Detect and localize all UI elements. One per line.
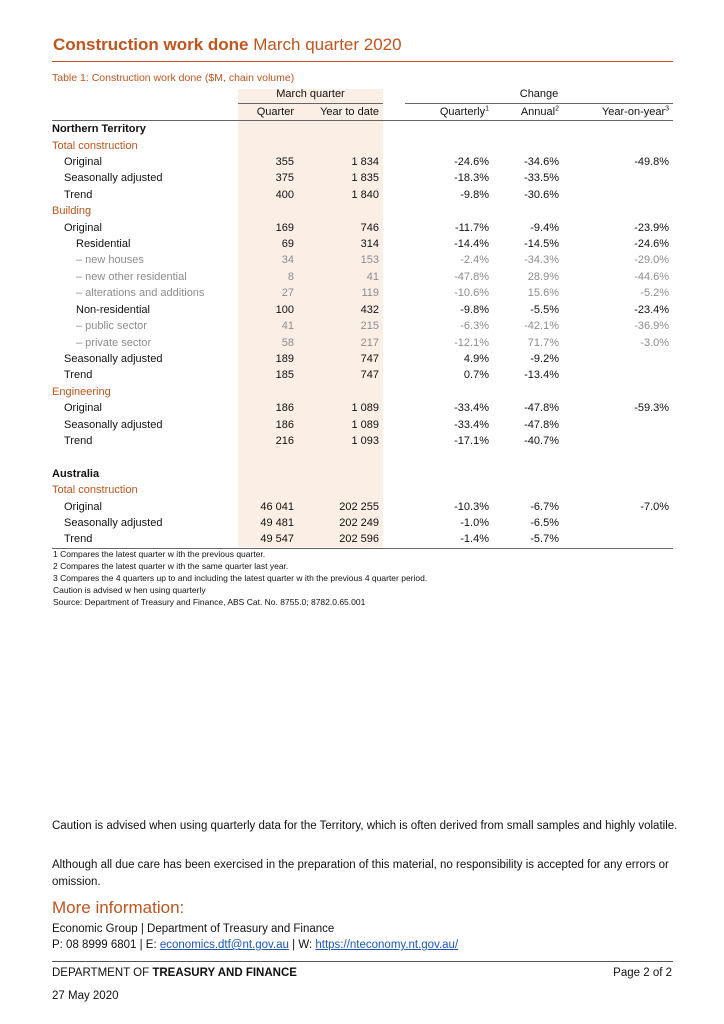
cell-spacer <box>383 466 405 482</box>
table-row <box>52 318 673 334</box>
table-container <box>52 70 673 549</box>
cell-year-on-year-change: -44.6% <box>634 270 670 283</box>
table-row <box>52 269 673 285</box>
row-label: Residential <box>76 238 131 251</box>
row-label: Trend <box>64 369 93 382</box>
row-label: Trend <box>64 188 93 201</box>
note-1: 1 Compares the latest quarter w ith the previous quarter. <box>53 549 266 559</box>
table-row <box>52 335 673 351</box>
table-row <box>52 170 673 186</box>
cell-quarterly-change <box>405 138 493 154</box>
cell-quarter: 400 <box>275 188 294 201</box>
cell-quarterly-change <box>405 482 493 498</box>
note-source: Source: Department of Treasury and Finance, ABS Cat. No. 8755.0; 8782.0.65.001 <box>53 597 366 607</box>
row-label: Original <box>64 156 102 169</box>
cell-quarter: 355 <box>275 156 294 169</box>
cell-year-on-year-change <box>563 417 673 433</box>
cell-year-on-year-change <box>563 170 673 186</box>
row-label: – alterations and additions <box>76 287 205 300</box>
cell-spacer <box>383 187 405 203</box>
cell-year-on-year-change <box>563 203 673 219</box>
row-label: Seasonally adjusted <box>64 352 163 365</box>
cell-year-to-date: 202 596 <box>298 531 383 548</box>
cell-year-on-year-change: -7.0% <box>640 500 670 513</box>
cell-spacer <box>383 335 405 351</box>
cell-year-on-year-change <box>563 466 673 482</box>
footer-department: DEPARTMENT OF TREASURY AND FINANCE <box>52 967 297 979</box>
cell-annual-change: -5.7% <box>493 531 563 548</box>
cell-year-to-date <box>298 384 383 400</box>
table-row <box>52 138 673 154</box>
table-row <box>52 121 673 138</box>
cell-year-to-date: 215 <box>360 320 379 333</box>
cell-quarterly-change <box>405 203 493 219</box>
cell-quarter: 34 <box>281 254 294 267</box>
cell-quarter <box>238 121 298 138</box>
cell-quarter <box>238 138 298 154</box>
row-label: Total construction <box>52 139 138 152</box>
cell-quarterly-change: -10.6% <box>454 287 489 300</box>
cell-spacer <box>383 236 405 252</box>
cell-quarter: 41 <box>281 320 294 333</box>
cell-quarter: 186 <box>275 402 294 415</box>
cell-quarterly-change <box>405 384 493 400</box>
cell-year-on-year-change <box>563 367 673 383</box>
table-row <box>52 531 673 548</box>
table-row <box>52 417 673 433</box>
group-header-change: Change <box>405 86 673 103</box>
cell-quarterly-change: -1.0% <box>460 516 489 529</box>
cell-quarter: 169 <box>275 221 294 234</box>
cell-year-on-year-change: -36.9% <box>634 320 670 333</box>
cell-spacer <box>383 170 405 186</box>
cell-year-to-date: 202 249 <box>339 516 379 529</box>
cell-year-to-date: 1 840 <box>351 188 379 201</box>
cell-year-to-date: 217 <box>360 336 379 349</box>
cell-quarter <box>238 203 298 219</box>
cell-year-to-date: 1 089 <box>351 402 379 415</box>
table-row <box>52 220 673 236</box>
cell-annual-change: -14.5% <box>524 238 559 251</box>
row-label: – public sector <box>76 320 147 333</box>
cell-year-to-date <box>298 121 383 138</box>
cell-quarterly-change <box>405 466 493 482</box>
cell-annual-change <box>493 384 563 400</box>
table-row <box>52 499 673 515</box>
table-row <box>52 203 673 219</box>
table-row <box>52 482 673 498</box>
cell-quarterly-change <box>405 449 493 465</box>
row-label: – new houses <box>76 254 144 267</box>
row-label: Total construction <box>52 484 138 497</box>
cell-annual-change: -6.7% <box>530 500 559 513</box>
cell-spacer <box>383 318 405 334</box>
cell-spacer <box>383 482 405 498</box>
cell-year-on-year-change: -24.6% <box>634 238 670 251</box>
cell-spacer <box>383 499 405 515</box>
cell-quarter: 8 <box>287 270 294 283</box>
cell-year-to-date: 153 <box>360 254 379 267</box>
title-bold: Construction work done <box>53 35 249 54</box>
cell-year-on-year-change: -49.8% <box>634 156 670 169</box>
cell-annual-change <box>493 138 563 154</box>
cell-year-to-date: 746 <box>360 221 379 234</box>
cell-quarter <box>238 384 298 400</box>
cell-quarter: 49 547 <box>238 531 298 548</box>
cell-year-to-date: 41 <box>366 270 379 283</box>
cell-quarterly-change: -6.3% <box>460 320 489 333</box>
cell-quarterly-change: -12.1% <box>454 336 489 349</box>
cell-annual-change: -47.8% <box>524 418 559 431</box>
cell-spacer <box>383 252 405 268</box>
cell-year-on-year-change: -5.2% <box>640 287 670 300</box>
footer-page-number: Page 2 of 2 <box>613 967 672 979</box>
cell-quarter: 46 041 <box>260 500 294 513</box>
cell-quarter <box>238 466 298 482</box>
cell-spacer <box>383 449 405 465</box>
cell-quarterly-change: -10.3% <box>454 500 489 513</box>
cell-spacer <box>383 367 405 383</box>
cell-annual-change: -30.6% <box>524 188 559 201</box>
contact-line: P: 08 8999 6801 | E: economics.dtf@nt.gov.au | W: https://nteconomy.nt.gov.au/ <box>52 939 459 951</box>
cell-annual-change: -5.5% <box>530 303 559 316</box>
cell-quarter <box>238 482 298 498</box>
cell-annual-change: -9.2% <box>530 352 559 365</box>
cell-quarterly-change: -9.8% <box>460 303 489 316</box>
col-header-year-on-year: Year-on-year$^3$ <box>563 103 673 120</box>
table-row <box>52 351 673 367</box>
cell-annual-change: 28.9% <box>527 270 559 283</box>
cell-year-on-year-change <box>563 187 673 203</box>
table-row <box>52 154 673 170</box>
cell-year-to-date: 119 <box>361 287 379 300</box>
cell-year-to-date: 202 255 <box>339 500 379 513</box>
col-header-annual: Annual$^2$ <box>493 103 563 120</box>
cell-annual-change: 71.7% <box>527 336 559 349</box>
table-row <box>52 515 673 531</box>
row-label <box>52 449 238 465</box>
row-label: Australia <box>52 467 100 480</box>
cell-annual-change <box>493 466 563 482</box>
table-row <box>52 449 673 465</box>
cell-quarterly-change: -17.1% <box>454 434 489 447</box>
row-label: Original <box>64 221 102 234</box>
table-row <box>52 367 673 383</box>
cell-spacer <box>383 302 405 318</box>
cell-quarterly-change: -1.4% <box>405 531 493 548</box>
table-row <box>52 252 673 268</box>
cell-year-on-year-change <box>563 351 673 367</box>
more-info-heading: More information: <box>52 898 185 917</box>
cell-year-on-year-change <box>563 384 673 400</box>
cell-spacer <box>383 531 405 548</box>
table-row <box>52 400 673 416</box>
cell-year-to-date <box>298 138 383 154</box>
cell-spacer <box>383 203 405 219</box>
cell-quarterly-change: -11.7% <box>454 221 489 234</box>
table-row <box>52 384 673 400</box>
cell-year-to-date: 1 093 <box>351 434 379 447</box>
cell-annual-change: -40.7% <box>524 434 559 447</box>
cell-year-to-date: 747 <box>360 352 379 365</box>
contact-org: Economic Group | Department of Treasury and Finance <box>52 923 335 935</box>
cell-year-on-year-change <box>563 531 673 548</box>
cell-quarter: 27 <box>281 287 294 300</box>
cell-spacer <box>383 269 405 285</box>
note-caution: Caution is advised w hen using quarterly <box>53 585 206 595</box>
cell-year-to-date: 747 <box>360 369 379 382</box>
cell-year-to-date: 1 089 <box>351 418 379 431</box>
cell-spacer <box>383 433 405 449</box>
cell-annual-change: -34.3% <box>524 254 559 267</box>
cell-annual-change: -33.5% <box>524 172 559 185</box>
title-rule <box>52 61 673 62</box>
cell-year-on-year-change <box>563 121 673 138</box>
table-row <box>52 302 673 318</box>
cell-quarter: 49 481 <box>260 516 294 529</box>
row-label: Building <box>52 205 92 218</box>
row-label: Trend <box>64 434 93 447</box>
table-caption: Table 1: Construction work done ($M, chain volume) <box>52 72 295 84</box>
table-notes <box>53 548 427 608</box>
row-label: Original <box>64 500 102 513</box>
cell-quarter: 100 <box>275 303 294 316</box>
cell-quarter: 216 <box>275 434 294 447</box>
cell-year-on-year-change: -3.0% <box>640 336 670 349</box>
cell-annual-change: -13.4% <box>524 369 559 382</box>
table-row <box>52 433 673 449</box>
cell-quarter: 186 <box>275 418 294 431</box>
cell-year-on-year-change: -29.0% <box>634 254 670 267</box>
website-link[interactable]: https://nteconomy.nt.gov.au/ <box>315 939 459 951</box>
cell-year-to-date: 1 834 <box>351 156 379 169</box>
cell-quarterly-change: -24.6% <box>454 156 489 169</box>
cell-year-on-year-change <box>563 433 673 449</box>
cell-quarterly-change: 4.9% <box>463 352 489 365</box>
cell-year-to-date <box>298 203 383 219</box>
footer-rule <box>52 961 673 962</box>
table-row <box>52 285 673 301</box>
cell-spacer <box>383 384 405 400</box>
cell-spacer <box>383 351 405 367</box>
cell-quarterly-change <box>405 121 493 138</box>
row-label: – new other residential <box>76 270 187 283</box>
cell-quarter: 58 <box>281 336 294 349</box>
cell-annual-change <box>493 203 563 219</box>
cell-quarterly-change: -47.8% <box>454 270 489 283</box>
cell-quarterly-change: 0.7% <box>463 369 489 382</box>
disclaimer-paragraph: Although all due care has been exercised in the preparation of this material, no responsibility is accepted for any errors or omission. <box>52 859 669 888</box>
cell-quarter: 69 <box>281 238 294 251</box>
contact-block <box>52 921 458 953</box>
cell-spacer <box>383 121 405 138</box>
cell-year-to-date <box>298 449 383 465</box>
page-title <box>53 35 402 55</box>
cell-quarterly-change: -14.4% <box>454 238 489 251</box>
caution-paragraph: Caution is advised when using quarterly data for the Territory, which is often derived from small samples and highly volatile. <box>52 820 678 832</box>
table-row <box>52 466 673 482</box>
cell-quarter: 375 <box>275 172 294 185</box>
row-label: Seasonally adjusted <box>64 172 163 185</box>
row-label: Seasonally adjusted <box>64 418 163 431</box>
group-header-march-quarter: March quarter <box>238 86 383 103</box>
cell-quarter: 189 <box>275 352 294 365</box>
cell-annual-change: -47.8% <box>524 402 559 415</box>
col-header-quarterly: Quarterly$^1$ <box>405 103 493 120</box>
cell-quarter: 185 <box>275 369 294 382</box>
cell-spacer <box>383 138 405 154</box>
row-label: Seasonally adjusted <box>64 516 163 529</box>
cell-annual-change <box>493 449 563 465</box>
col-header-quarter: Quarter <box>238 103 298 120</box>
cell-year-to-date: 432 <box>360 303 379 316</box>
row-label: Engineering <box>52 385 111 398</box>
cell-year-on-year-change: -23.4% <box>634 303 670 316</box>
email-link[interactable]: economics.dtf@nt.gov.au <box>159 939 289 951</box>
footer-date: 27 May 2020 <box>52 990 119 1002</box>
cell-annual-change: 15.6% <box>527 287 559 300</box>
note-3: 3 Compares the 4 quarters up to and including the latest quarter w ith the previous 4 quarter period. <box>53 573 428 583</box>
cell-year-on-year-change <box>563 138 673 154</box>
row-label: – private sector <box>76 336 152 349</box>
cell-quarterly-change: -9.8% <box>460 188 489 201</box>
cell-year-to-date: 1 835 <box>351 172 379 185</box>
cell-annual-change <box>493 121 563 138</box>
cell-spacer <box>383 220 405 236</box>
cell-year-to-date <box>298 466 383 482</box>
cell-spacer <box>383 515 405 531</box>
cell-year-on-year-change <box>563 449 673 465</box>
cell-annual-change: -6.5% <box>530 516 559 529</box>
table-row <box>52 236 673 252</box>
col-header-year-to-date: Year to date <box>298 103 383 120</box>
row-label: Non-residential <box>76 303 150 316</box>
row-label: Original <box>64 402 102 415</box>
cell-year-on-year-change <box>563 515 673 531</box>
cell-quarter <box>238 449 298 465</box>
cell-year-to-date <box>298 482 383 498</box>
cell-annual-change <box>493 482 563 498</box>
cell-annual-change: -42.1% <box>524 320 559 333</box>
cell-quarterly-change: -33.4% <box>454 418 489 431</box>
cell-year-to-date: 314 <box>360 238 379 251</box>
cell-annual-change: -34.6% <box>524 156 559 169</box>
cell-quarterly-change: -18.3% <box>454 172 489 185</box>
cell-year-on-year-change: -59.3% <box>634 402 670 415</box>
cell-spacer <box>383 417 405 433</box>
construction-table <box>52 70 673 549</box>
cell-year-on-year-change <box>563 482 673 498</box>
cell-annual-change: -9.4% <box>530 221 559 234</box>
title-rest: March quarter 2020 <box>253 35 402 54</box>
table-row <box>52 187 673 203</box>
row-label: Northern Territory <box>52 123 146 136</box>
note-2: 2 Compares the latest quarter w ith the same quarter last year. <box>53 561 289 571</box>
cell-year-on-year-change: -23.9% <box>634 221 670 234</box>
cell-spacer <box>383 154 405 170</box>
row-label: Trend <box>52 531 238 548</box>
cell-quarterly-change: -33.4% <box>454 402 489 415</box>
cell-spacer <box>383 400 405 416</box>
cell-spacer <box>383 285 405 301</box>
cell-quarterly-change: -2.4% <box>460 254 489 267</box>
